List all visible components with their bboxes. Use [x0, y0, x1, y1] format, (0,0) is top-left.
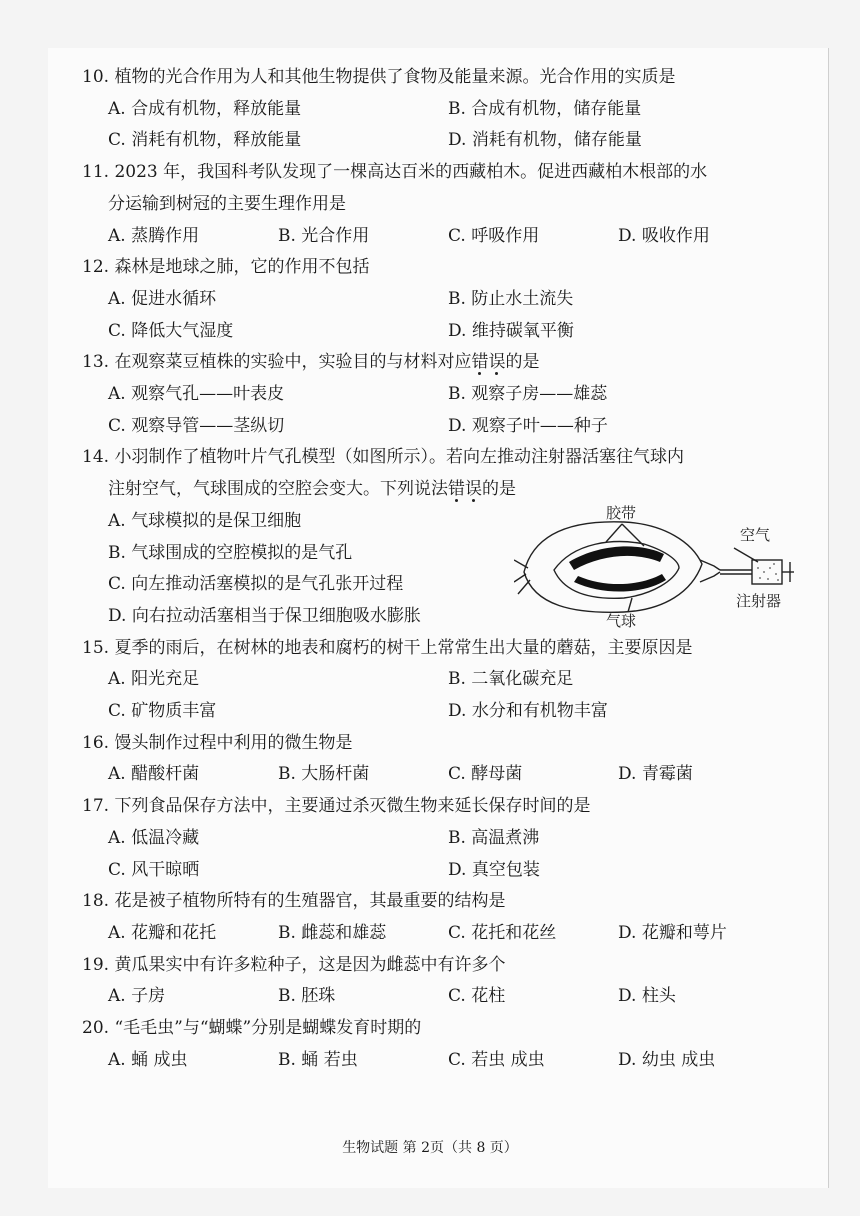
question-10 [82, 62, 794, 157]
option-b[interactable]: B. 光合作用 [278, 225, 370, 246]
option-b[interactable]: B. 气球围成的空腔模拟的是气孔 [108, 542, 353, 563]
option-d[interactable]: D. 幼虫 成虫 [618, 1049, 716, 1070]
question-12 [82, 252, 794, 347]
question-14 [82, 442, 794, 632]
question-stem [82, 347, 794, 379]
question-19 [82, 950, 794, 1013]
option-list [82, 94, 794, 157]
option-d[interactable]: D. 柱头 [618, 986, 676, 1007]
option-b[interactable]: B. 蛹 若虫 [278, 1049, 358, 1070]
stem-text-end: 的是 [482, 479, 516, 500]
option-a[interactable]: A. 花瓣和花托 [108, 922, 217, 943]
option-a[interactable]: A. 子房 [108, 986, 166, 1007]
option-b[interactable]: B. 防止水土流失 [448, 288, 574, 309]
option-a[interactable]: A. 蒸腾作用 [108, 225, 200, 246]
option-list [82, 284, 794, 347]
option-b[interactable]: B. 高温煮沸 [448, 827, 540, 848]
option-b[interactable]: B. 合成有机物，储存能量 [448, 98, 642, 119]
option-c[interactable]: C. 花托和花丝 [448, 922, 557, 943]
question-stem: 11. 2023 年，我国科考队发现了一棵高达百米的西藏柏木。促进西藏柏木根部的水 [82, 162, 708, 183]
label-tape: 胶带 [606, 504, 637, 523]
option-a[interactable]: A. 蛹 成虫 [108, 1049, 188, 1070]
question-16 [82, 728, 794, 791]
emphasis-char-2: 误 [488, 352, 506, 373]
emphasis-char-1: 错 [448, 479, 465, 500]
option-c[interactable]: C. 消耗有机物，释放能量 [108, 130, 302, 151]
question-stem: 19. 黄瓜果实中有许多粒种子，这是因为雌蕊中有许多个 [82, 954, 506, 975]
option-c[interactable]: C. 花柱 [448, 986, 506, 1007]
stomata-model-figure [514, 502, 794, 630]
option-d[interactable]: D. 消耗有机物，储存能量 [448, 130, 642, 151]
option-c[interactable]: C. 酵母菌 [448, 764, 523, 785]
emphasis-char-2: 误 [465, 479, 482, 500]
emphasis-word [471, 352, 505, 372]
option-d[interactable]: D. 真空包装 [448, 859, 540, 880]
question-13 [82, 347, 794, 442]
option-a[interactable]: A. 低温冷藏 [108, 827, 200, 848]
question-stem: 10. 植物的光合作用为人和其他生物提供了食物及能量来源。光合作用的实质是 [82, 67, 676, 87]
option-a[interactable]: A. 醋酸杆菌 [108, 764, 200, 785]
option-list [82, 981, 794, 1013]
option-c[interactable]: C. 若虫 成虫 [448, 1049, 545, 1070]
question-stem: 17. 下列食品保存方法中，主要通过杀灭微生物来延长保存时间的是 [82, 796, 591, 817]
question-stem: 20. “毛毛虫”与“蝴蝶”分别是蝴蝶发育时期的 [82, 1018, 422, 1039]
stem-text: 13. 在观察菜豆植株的实验中，实验目的与材料对应 [82, 352, 472, 373]
emphasis-char-1: 错 [471, 352, 489, 373]
option-a[interactable]: A. 促进水循环 [108, 288, 217, 309]
option-list [82, 1045, 794, 1077]
emphasis-word [448, 479, 482, 499]
option-d[interactable]: D. 花瓣和萼片 [618, 922, 727, 943]
label-syringe: 注射器 [736, 592, 782, 611]
page-right-edge [828, 48, 829, 1188]
question-stem: 14. 小羽制作了植物叶片气孔模型（如图所示）。若向左推动注射器活塞往气球内 [82, 447, 684, 468]
question-stem: 16. 馒头制作过程中利用的微生物是 [82, 732, 353, 753]
option-b[interactable]: B. 大肠杆菌 [278, 764, 370, 785]
option-list [82, 664, 794, 727]
question-18 [82, 886, 794, 949]
option-d[interactable]: D. 吸收作用 [618, 225, 710, 246]
question-11 [82, 157, 794, 252]
question-stem-continued [82, 474, 794, 506]
question-stem: 18. 花是被子植物所特有的生殖器官，其最重要的结构是 [82, 891, 506, 912]
option-list [82, 221, 794, 253]
option-d[interactable]: D. 青霉菌 [618, 764, 693, 785]
option-list [82, 379, 794, 442]
option-d[interactable]: D. 向右拉动活塞相当于保卫细胞吸水膨胀 [108, 605, 421, 626]
stem-text-end: 的是 [505, 352, 540, 373]
label-air: 空气 [740, 526, 771, 545]
question-stem: 12. 森林是地球之肺，它的作用不包括 [82, 257, 370, 278]
option-a[interactable]: A. 气球模拟的是保卫细胞 [108, 510, 302, 531]
option-c[interactable]: C. 向左推动活塞模拟的是气孔张开过程 [108, 574, 404, 595]
tape-band [569, 547, 664, 571]
label-balloon: 气球 [606, 612, 637, 631]
question-17 [82, 791, 794, 886]
option-c[interactable]: C. 降低大气湿度 [108, 320, 234, 341]
option-c[interactable]: C. 矿物质丰富 [108, 701, 217, 722]
page-footer: 生物试题 第 2页（共 8 页） [342, 1140, 518, 1156]
option-a[interactable]: A. 合成有机物，释放能量 [108, 98, 302, 119]
question-15 [82, 633, 794, 728]
question-list [82, 62, 794, 1077]
question-stem: 15. 夏季的雨后，在树林的地表和腐朽的树干上常常生出大量的蘑菇，主要原因是 [82, 637, 693, 658]
stem-text: 注射空气，气球围成的空腔会变大。下列说法 [108, 479, 448, 500]
option-list [82, 918, 794, 950]
option-list [82, 759, 794, 791]
question-20 [82, 1013, 794, 1076]
option-b[interactable]: B. 观察子房——雄蕊 [448, 384, 608, 405]
option-c[interactable]: C. 风干晾晒 [108, 859, 200, 880]
option-d[interactable]: D. 水分和有机物丰富 [448, 701, 608, 722]
option-c[interactable]: C. 呼吸作用 [448, 225, 540, 246]
option-list [82, 823, 794, 886]
option-d[interactable]: D. 观察子叶——种子 [448, 415, 608, 436]
option-b[interactable]: B. 二氧化碳充足 [448, 669, 574, 690]
option-b[interactable]: B. 胚珠 [278, 986, 336, 1007]
option-b[interactable]: B. 雌蕊和雄蕊 [278, 922, 387, 943]
option-d[interactable]: D. 维持碳氧平衡 [448, 320, 574, 341]
question-stem-continued: 分运输到树冠的主要生理作用是 [108, 193, 346, 214]
option-a[interactable]: A. 观察气孔——叶表皮 [108, 384, 285, 405]
option-c[interactable]: C. 观察导管——茎纵切 [108, 415, 285, 436]
option-a[interactable]: A. 阳光充足 [108, 669, 200, 690]
